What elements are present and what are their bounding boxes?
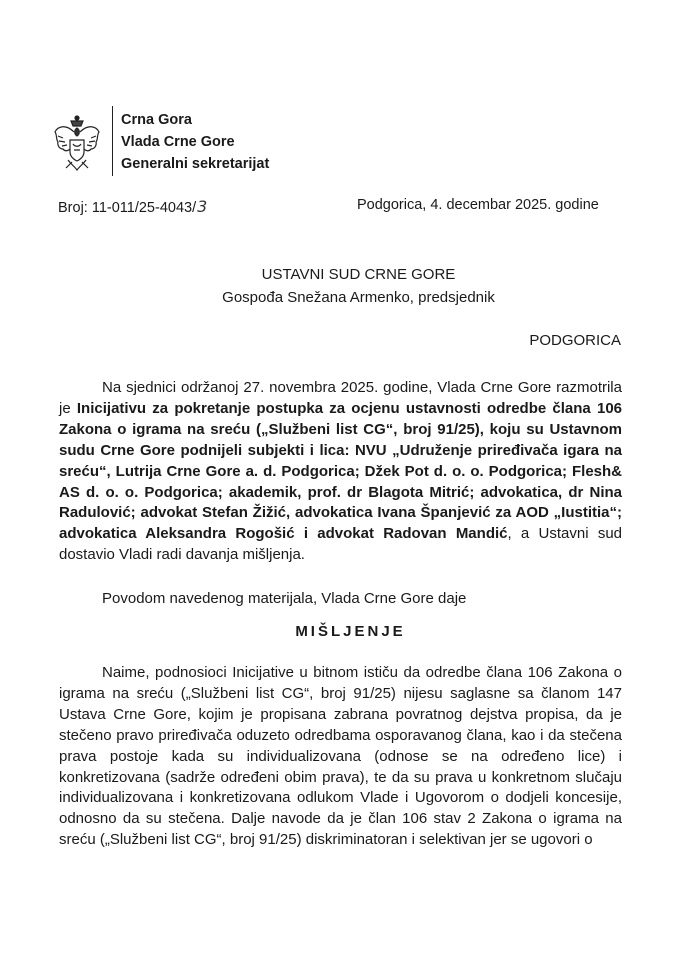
paragraph-lead: Povodom navedenog materijala, Vlada Crne Gore daje — [102, 590, 467, 607]
intro-text: Na sjednici održanoj 27. novembra 2025. godine, Vlada Crne Gore razmotrila je — [59, 379, 622, 417]
org-country: Crna Gora — [121, 112, 192, 128]
paragraph-intro — [59, 378, 622, 566]
org-secretariat: Generalni sekretarijat — [121, 156, 270, 172]
addressee-institution: USTAVNI SUD CRNE GORE — [261, 266, 456, 283]
reference-number-text: Broj: 11-011/25-4043/ — [58, 200, 197, 216]
organization-header — [121, 109, 269, 175]
document-date: Podgorica, 4. decembar 2025. godine — [357, 197, 599, 213]
section-heading: MIŠLJENJE — [295, 623, 406, 640]
initiative-title: Inicijativu za pokretanje postupka za ocjenu ustavnosti odredbe člana 106 Zakona o igrama na sreću („Službeni list CG“, broj 91/25), koju su Ustavnom sudu Crne Gore podnijeli subjekti i lica: NVU „Udruženje priređivača igara na sreću“, Lutrija Crne Gore a. d. Podgorica; Džek Pot d. o. o. Podgorica; Flesh& AS d. o. o. Podgorica; akademik, prof. dr Blagota Mitrić; advokatica, dr Nina Radulović; advokat Stefan Žižić, advokatica Ivana Španjević za AOD „Iustitia“; advokatica Aleksandra Rogošić i advokat Radovan Mandić — [59, 399, 623, 543]
paragraph-opinion: Naime, podnosioci Inicijative u bitnom ističu da odredbe člana 106 Zakona o igrama na sreću („Službeni list CG“, broj 91/25) nijesu saglasne sa članom 147 Ustava Crne Gore, kojim je propisana zabrana povratnog dejstva propisa, da je stečeno pravo priređivača oduzeto odredbama osporavanog člana, kao i da stečena prava postoje kada su individualizovana (odnose se na određeno lice) i konkretizovana (sadrže određeni obim prava), te da su prava u konkretnom slučaju individualizovana i konkretizovana odlukom Vlade i Ugovorom o dodjeli koncesije, odnosno da su stečena. Dalje navode da je član 106 stav 2 Zakona o igrama na sreću („Službeni list CG“, broj 91/25) diskriminatoran i selektivan jer se ugovori o — [59, 664, 622, 849]
addressee-city: PODGORICA — [529, 332, 621, 349]
header-divider — [112, 106, 113, 176]
addressee-person: Gospođa Snežana Armenko, predsjednik — [222, 289, 495, 306]
handwritten-suffix: 3 — [197, 197, 208, 216]
org-government: Vlada Crne Gore — [121, 134, 235, 150]
intro-closing: , a Ustavni sud dostavio Vladi radi davanja mišljenja. — [59, 525, 623, 564]
coat-of-arms-icon — [52, 114, 102, 174]
reference-number — [58, 197, 207, 216]
